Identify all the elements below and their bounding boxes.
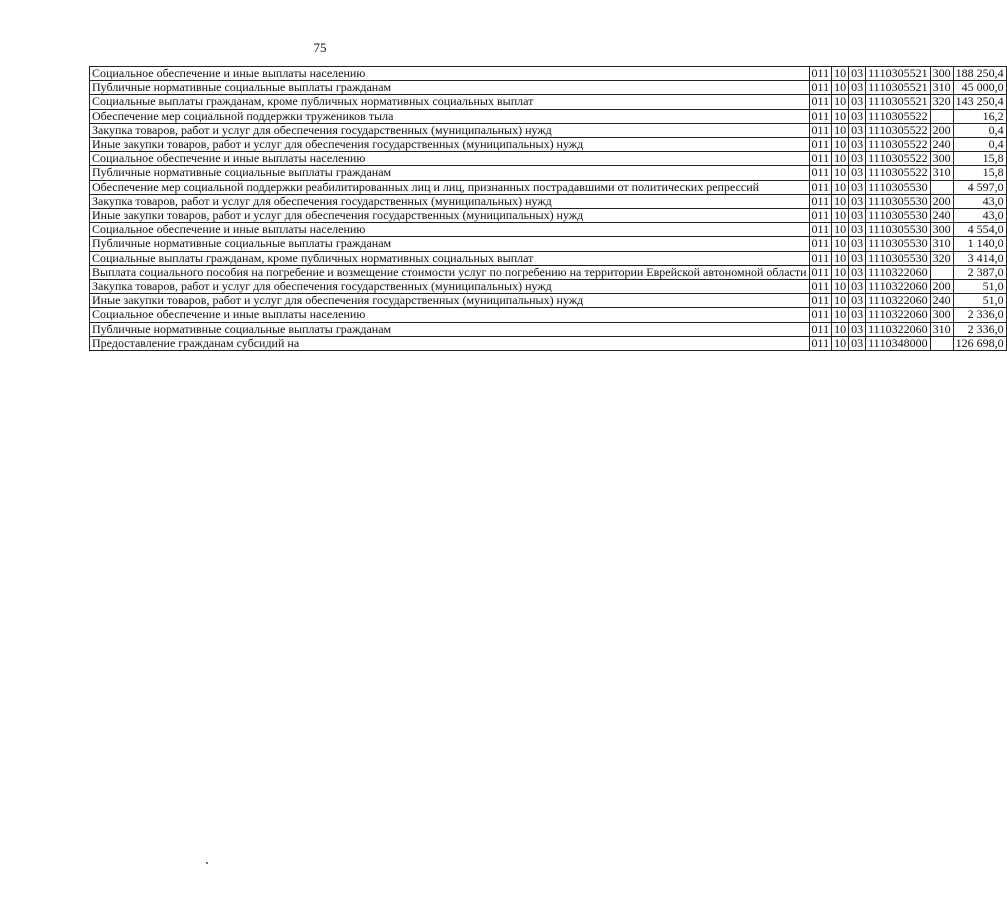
target-article-part: 1 bbox=[879, 222, 886, 237]
grbs-code-cell: 011 bbox=[809, 237, 832, 251]
section-code-cell: 10 bbox=[832, 194, 849, 208]
target-article-code bbox=[868, 323, 928, 336]
section-code-cell: 10 bbox=[832, 138, 849, 152]
item-name-cell: Социальное обеспечение и иные выплаты населению bbox=[90, 308, 810, 322]
amount-cell: 126 698,0 bbox=[953, 336, 1006, 350]
target-article-cell bbox=[866, 109, 931, 123]
expense-type-cell: 320 bbox=[930, 251, 953, 265]
target-article-part: 11 bbox=[868, 94, 880, 109]
subsection-code-cell: 03 bbox=[849, 294, 866, 308]
target-article-code bbox=[868, 337, 928, 350]
amount-cell: 43,0 bbox=[953, 194, 1006, 208]
section-code-cell: 10 bbox=[832, 123, 849, 137]
table-row bbox=[90, 194, 1007, 208]
target-article-part: 1 bbox=[879, 122, 886, 137]
amount-cell: 2 336,0 bbox=[953, 308, 1006, 322]
section-code-cell: 10 bbox=[832, 67, 849, 81]
expense-type-cell: 300 bbox=[930, 223, 953, 237]
target-article-cell bbox=[866, 294, 931, 308]
grbs-code-cell: 011 bbox=[809, 280, 832, 294]
item-name-cell: Обеспечение мер социальной поддержки реабилитированных лиц и лиц, признанных пострадавшими от политических репрессий bbox=[90, 180, 810, 194]
target-article-part: 03 bbox=[885, 193, 898, 208]
target-article-part: 03 bbox=[885, 279, 898, 294]
target-article-part: 05530 bbox=[897, 193, 928, 208]
target-article-part: 11 bbox=[868, 66, 880, 80]
target-article-code bbox=[868, 223, 928, 236]
expense-type-cell: 240 bbox=[930, 294, 953, 308]
item-name-cell: Социальные выплаты гражданам, кроме публичных нормативных социальных выплат bbox=[90, 251, 810, 265]
subsection-code-cell: 03 bbox=[849, 237, 866, 251]
target-article-code bbox=[868, 67, 928, 80]
amount-cell: 0,4 bbox=[953, 123, 1006, 137]
target-article-cell bbox=[866, 81, 931, 95]
expense-type-cell: 320 bbox=[930, 95, 953, 109]
target-article-part: 03 bbox=[885, 80, 898, 95]
section-code-cell: 10 bbox=[832, 152, 849, 166]
grbs-code-cell: 011 bbox=[809, 294, 832, 308]
target-article-part: 11 bbox=[868, 222, 880, 237]
target-article-code bbox=[868, 95, 928, 108]
expense-type-cell: 200 bbox=[930, 123, 953, 137]
target-article-part: 11 bbox=[868, 108, 880, 123]
subsection-code-cell: 03 bbox=[849, 209, 866, 223]
subsection-code-cell: 03 bbox=[849, 95, 866, 109]
target-article-part: 22060 bbox=[897, 321, 928, 336]
target-article-code bbox=[868, 152, 928, 165]
subsection-code-cell: 03 bbox=[849, 194, 866, 208]
section-code-cell: 10 bbox=[832, 81, 849, 95]
target-article-cell bbox=[866, 180, 931, 194]
amount-cell: 43,0 bbox=[953, 209, 1006, 223]
amount-cell: 2 336,0 bbox=[953, 322, 1006, 336]
section-code-cell: 10 bbox=[832, 322, 849, 336]
target-article-part: 48000 bbox=[897, 335, 928, 350]
target-article-part: 1 bbox=[879, 193, 886, 208]
target-article-cell bbox=[866, 308, 931, 322]
table-row bbox=[90, 237, 1007, 251]
target-article-part: 1 bbox=[879, 293, 886, 308]
target-article-part: 03 bbox=[885, 293, 898, 308]
item-name-cell: Публичные нормативные социальные выплаты гражданам bbox=[90, 166, 810, 180]
target-article-part: 03 bbox=[885, 335, 898, 350]
target-article-part: 22060 bbox=[897, 279, 928, 294]
target-article-part: 05522 bbox=[897, 108, 928, 123]
subsection-code-cell: 03 bbox=[849, 280, 866, 294]
target-article-cell bbox=[866, 194, 931, 208]
grbs-code-cell: 011 bbox=[809, 95, 832, 109]
target-article-part: 03 bbox=[885, 179, 898, 194]
target-article-part: 03 bbox=[885, 236, 898, 251]
subsection-code-cell: 03 bbox=[849, 166, 866, 180]
subsection-code-cell: 03 bbox=[849, 67, 866, 81]
target-article-part: 1 bbox=[879, 179, 886, 194]
target-article-part: 05530 bbox=[897, 179, 928, 194]
target-article-part: 05522 bbox=[897, 137, 928, 152]
table-row bbox=[90, 280, 1007, 294]
target-article-part: 1 bbox=[879, 165, 886, 180]
target-article-code bbox=[868, 124, 928, 137]
scan-artifact-dot bbox=[206, 862, 208, 864]
target-article-part: 1 bbox=[879, 208, 886, 223]
target-article-code bbox=[868, 294, 928, 307]
expense-type-cell: 310 bbox=[930, 166, 953, 180]
grbs-code-cell: 011 bbox=[809, 322, 832, 336]
target-article-cell bbox=[866, 336, 931, 350]
target-article-cell bbox=[866, 67, 931, 81]
target-article-part: 03 bbox=[885, 208, 898, 223]
target-article-part: 03 bbox=[885, 264, 898, 279]
item-name-cell: Предоставление гражданам субсидий на bbox=[90, 336, 810, 350]
target-article-code bbox=[868, 110, 928, 123]
target-article-part: 11 bbox=[868, 208, 880, 223]
expense-type-cell: 200 bbox=[930, 280, 953, 294]
target-article-part: 11 bbox=[868, 335, 880, 350]
grbs-code-cell: 011 bbox=[809, 109, 832, 123]
section-code-cell: 10 bbox=[832, 209, 849, 223]
target-article-part: 1 bbox=[879, 108, 886, 123]
target-article-part: 11 bbox=[868, 151, 880, 166]
target-article-part: 05530 bbox=[897, 250, 928, 265]
section-code-cell: 10 bbox=[832, 166, 849, 180]
budget-table-body bbox=[90, 67, 1007, 351]
table-row bbox=[90, 251, 1007, 265]
item-name-cell: Публичные нормативные социальные выплаты гражданам bbox=[90, 81, 810, 95]
target-article-part: 11 bbox=[868, 165, 880, 180]
target-article-part: 1 bbox=[879, 250, 886, 265]
item-name-cell: Публичные нормативные социальные выплаты гражданам bbox=[90, 322, 810, 336]
table-row bbox=[90, 336, 1007, 350]
amount-cell: 15,8 bbox=[953, 166, 1006, 180]
expense-type-cell bbox=[930, 336, 953, 350]
item-name-cell: Социальное обеспечение и иные выплаты населению bbox=[90, 152, 810, 166]
amount-cell: 143 250,4 bbox=[953, 95, 1006, 109]
subsection-code-cell: 03 bbox=[849, 251, 866, 265]
target-article-cell bbox=[866, 209, 931, 223]
target-article-part: 03 bbox=[885, 222, 898, 237]
target-article-part: 03 bbox=[885, 321, 898, 336]
subsection-code-cell: 03 bbox=[849, 81, 866, 95]
table-row bbox=[90, 152, 1007, 166]
expense-type-cell: 200 bbox=[930, 194, 953, 208]
target-article-part: 11 bbox=[868, 137, 880, 152]
grbs-code-cell: 011 bbox=[809, 123, 832, 137]
expense-type-cell: 300 bbox=[930, 67, 953, 81]
expense-type-cell: 300 bbox=[930, 308, 953, 322]
grbs-code-cell: 011 bbox=[809, 194, 832, 208]
table-row bbox=[90, 209, 1007, 223]
table-row bbox=[90, 67, 1007, 81]
subsection-code-cell: 03 bbox=[849, 265, 866, 279]
target-article-code bbox=[868, 81, 928, 94]
section-code-cell: 10 bbox=[832, 251, 849, 265]
amount-cell: 1 140,0 bbox=[953, 237, 1006, 251]
amount-cell: 45 000,0 bbox=[953, 81, 1006, 95]
subsection-code-cell: 03 bbox=[849, 138, 866, 152]
grbs-code-cell: 011 bbox=[809, 265, 832, 279]
target-article-part: 03 bbox=[885, 94, 898, 109]
section-code-cell: 10 bbox=[832, 280, 849, 294]
grbs-code-cell: 011 bbox=[809, 336, 832, 350]
subsection-code-cell: 03 bbox=[849, 308, 866, 322]
grbs-code-cell: 011 bbox=[809, 223, 832, 237]
section-code-cell: 10 bbox=[832, 237, 849, 251]
target-article-code bbox=[868, 195, 928, 208]
target-article-part: 05521 bbox=[897, 94, 928, 109]
section-code-cell: 10 bbox=[832, 265, 849, 279]
subsection-code-cell: 03 bbox=[849, 109, 866, 123]
amount-cell: 188 250,4 bbox=[953, 67, 1006, 81]
section-code-cell: 10 bbox=[832, 180, 849, 194]
grbs-code-cell: 011 bbox=[809, 166, 832, 180]
target-article-part: 11 bbox=[868, 264, 880, 279]
target-article-cell bbox=[866, 166, 931, 180]
grbs-code-cell: 011 bbox=[809, 308, 832, 322]
target-article-part: 1 bbox=[879, 137, 886, 152]
subsection-code-cell: 03 bbox=[849, 322, 866, 336]
table-row bbox=[90, 123, 1007, 137]
target-article-part: 11 bbox=[868, 321, 880, 336]
target-article-part: 22060 bbox=[897, 293, 928, 308]
section-code-cell: 10 bbox=[832, 308, 849, 322]
target-article-code bbox=[868, 209, 928, 222]
expense-type-cell: 310 bbox=[930, 322, 953, 336]
target-article-part: 11 bbox=[868, 179, 880, 194]
target-article-part: 1 bbox=[879, 80, 886, 95]
target-article-cell bbox=[866, 237, 931, 251]
target-article-part: 11 bbox=[868, 293, 880, 308]
expense-type-cell bbox=[930, 180, 953, 194]
target-article-code bbox=[868, 181, 928, 194]
subsection-code-cell: 03 bbox=[849, 180, 866, 194]
amount-cell: 4 554,0 bbox=[953, 223, 1006, 237]
grbs-code-cell: 011 bbox=[809, 180, 832, 194]
target-article-code bbox=[868, 252, 928, 265]
target-article-part: 22060 bbox=[897, 264, 928, 279]
target-article-cell bbox=[866, 123, 931, 137]
target-article-part: 03 bbox=[885, 108, 898, 123]
table-row bbox=[90, 322, 1007, 336]
target-article-cell bbox=[866, 322, 931, 336]
section-code-cell: 10 bbox=[832, 109, 849, 123]
target-article-part: 05522 bbox=[897, 165, 928, 180]
amount-cell: 51,0 bbox=[953, 280, 1006, 294]
target-article-part: 05522 bbox=[897, 122, 928, 137]
target-article-part: 03 bbox=[885, 307, 898, 322]
item-name-cell: Иные закупки товаров, работ и услуг для обеспечения государственных (муниципальных) нужд bbox=[90, 138, 810, 152]
grbs-code-cell: 011 bbox=[809, 251, 832, 265]
target-article-part: 11 bbox=[868, 279, 880, 294]
target-article-part: 11 bbox=[868, 307, 880, 322]
table-row bbox=[90, 223, 1007, 237]
budget-table bbox=[89, 66, 1007, 351]
expense-type-cell: 310 bbox=[930, 237, 953, 251]
table-row bbox=[90, 180, 1007, 194]
target-article-part: 05530 bbox=[897, 222, 928, 237]
target-article-cell bbox=[866, 251, 931, 265]
grbs-code-cell: 011 bbox=[809, 209, 832, 223]
grbs-code-cell: 011 bbox=[809, 152, 832, 166]
expense-type-cell bbox=[930, 265, 953, 279]
target-article-code bbox=[868, 308, 928, 321]
target-article-cell bbox=[866, 223, 931, 237]
table-row bbox=[90, 265, 1007, 279]
amount-cell: 51,0 bbox=[953, 294, 1006, 308]
target-article-part: 03 bbox=[885, 250, 898, 265]
target-article-part: 1 bbox=[879, 279, 886, 294]
item-name-cell: Закупка товаров, работ и услуг для обеспечения государственных (муниципальных) нужд bbox=[90, 280, 810, 294]
grbs-code-cell: 011 bbox=[809, 138, 832, 152]
item-name-cell: Социальные выплаты гражданам, кроме публичных нормативных социальных выплат bbox=[90, 95, 810, 109]
item-name-cell: Социальное обеспечение и иные выплаты населению bbox=[90, 223, 810, 237]
item-name-cell: Социальное обеспечение и иные выплаты населению bbox=[90, 67, 810, 81]
grbs-code-cell: 011 bbox=[809, 67, 832, 81]
expense-type-cell: 240 bbox=[930, 138, 953, 152]
subsection-code-cell: 03 bbox=[849, 223, 866, 237]
item-name-cell: Иные закупки товаров, работ и услуг для обеспечения государственных (муниципальных) нужд bbox=[90, 209, 810, 223]
expense-type-cell: 310 bbox=[930, 81, 953, 95]
target-article-part: 1 bbox=[879, 307, 886, 322]
target-article-part: 03 bbox=[885, 165, 898, 180]
table-row bbox=[90, 294, 1007, 308]
section-code-cell: 10 bbox=[832, 95, 849, 109]
item-name-cell: Публичные нормативные социальные выплаты гражданам bbox=[90, 237, 810, 251]
target-article-part: 11 bbox=[868, 193, 880, 208]
target-article-code bbox=[868, 280, 928, 293]
target-article-code bbox=[868, 266, 928, 279]
table-row bbox=[90, 81, 1007, 95]
amount-cell: 2 387,0 bbox=[953, 265, 1006, 279]
table-row bbox=[90, 109, 1007, 123]
item-name-cell: Закупка товаров, работ и услуг для обеспечения государственных (муниципальных) нужд bbox=[90, 123, 810, 137]
table-row bbox=[90, 166, 1007, 180]
target-article-part: 1 bbox=[879, 236, 886, 251]
target-article-cell bbox=[866, 95, 931, 109]
target-article-part: 05521 bbox=[897, 66, 928, 80]
target-article-cell bbox=[866, 152, 931, 166]
target-article-part: 1 bbox=[879, 151, 886, 166]
amount-cell: 4 597,0 bbox=[953, 180, 1006, 194]
target-article-cell bbox=[866, 265, 931, 279]
subsection-code-cell: 03 bbox=[849, 152, 866, 166]
table-row bbox=[90, 95, 1007, 109]
target-article-part: 03 bbox=[885, 66, 898, 80]
target-article-part: 05530 bbox=[897, 208, 928, 223]
expense-type-cell bbox=[930, 109, 953, 123]
target-article-code bbox=[868, 237, 928, 250]
target-article-part: 11 bbox=[868, 250, 880, 265]
item-name-cell: Выплата социального пособия на погребение и возмещение стоимости услуг по погребению на территории Еврейской автономной области bbox=[90, 265, 810, 279]
grbs-code-cell: 011 bbox=[809, 81, 832, 95]
amount-cell: 0,4 bbox=[953, 138, 1006, 152]
table-row bbox=[90, 138, 1007, 152]
target-article-part: 03 bbox=[885, 122, 898, 137]
target-article-cell bbox=[866, 138, 931, 152]
target-article-part: 1 bbox=[879, 66, 886, 80]
target-article-part: 05521 bbox=[897, 80, 928, 95]
amount-cell: 16,2 bbox=[953, 109, 1006, 123]
item-name-cell: Закупка товаров, работ и услуг для обеспечения государственных (муниципальных) нужд bbox=[90, 194, 810, 208]
expense-type-cell: 240 bbox=[930, 209, 953, 223]
target-article-part: 22060 bbox=[897, 307, 928, 322]
target-article-part: 05522 bbox=[897, 151, 928, 166]
target-article-part: 03 bbox=[885, 151, 898, 166]
item-name-cell: Иные закупки товаров, работ и услуг для обеспечения государственных (муниципальных) нужд bbox=[90, 294, 810, 308]
page-number: 75 bbox=[313, 40, 327, 55]
section-code-cell: 10 bbox=[832, 294, 849, 308]
amount-cell: 3 414,0 bbox=[953, 251, 1006, 265]
target-article-code bbox=[868, 138, 928, 151]
table-row bbox=[90, 308, 1007, 322]
section-code-cell: 10 bbox=[832, 336, 849, 350]
target-article-part: 11 bbox=[868, 236, 880, 251]
item-name-cell: Обеспечение мер социальной поддержки тружеников тыла bbox=[90, 109, 810, 123]
target-article-part: 03 bbox=[885, 137, 898, 152]
target-article-part: 1 bbox=[879, 321, 886, 336]
target-article-code bbox=[868, 166, 928, 179]
target-article-part: 1 bbox=[879, 94, 886, 109]
target-article-cell bbox=[866, 280, 931, 294]
section-code-cell: 10 bbox=[832, 223, 849, 237]
target-article-part: 05530 bbox=[897, 236, 928, 251]
target-article-part: 11 bbox=[868, 80, 880, 95]
amount-cell: 15,8 bbox=[953, 152, 1006, 166]
subsection-code-cell: 03 bbox=[849, 336, 866, 350]
expense-type-cell: 300 bbox=[930, 152, 953, 166]
target-article-part: 1 bbox=[879, 264, 886, 279]
subsection-code-cell: 03 bbox=[849, 123, 866, 137]
target-article-part: 1 bbox=[879, 335, 886, 350]
target-article-part: 11 bbox=[868, 122, 880, 137]
